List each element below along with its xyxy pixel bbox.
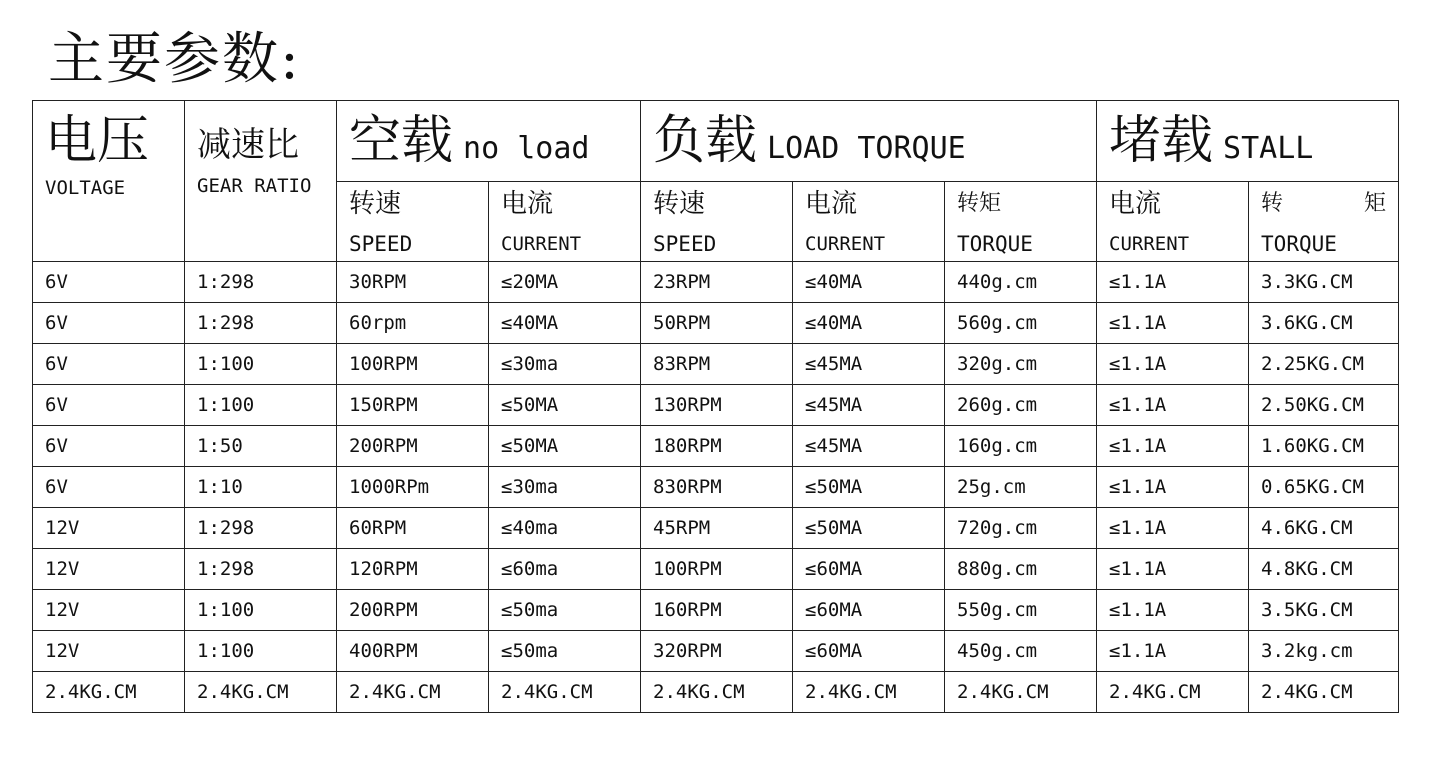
table-cell: ≤50ma (489, 631, 641, 672)
load-torque-subheader (945, 182, 1097, 262)
table-cell: 83RPM (641, 344, 793, 385)
table-cell: ≤50MA (489, 426, 641, 467)
table-cell: 23RPM (641, 262, 793, 303)
table-cell: 12V (33, 631, 185, 672)
table-cell: ≤45MA (793, 385, 945, 426)
table-cell: ≤60MA (793, 549, 945, 590)
table-cell: 60RPM (337, 508, 489, 549)
table-row (33, 672, 1399, 713)
table-row (33, 508, 1399, 549)
table-cell: 3.2kg.cm (1249, 631, 1399, 672)
voltage-header-en: VOLTAGE (45, 177, 126, 199)
voltage-header-cn: 电压 (45, 111, 150, 171)
table-cell: 6V (33, 426, 185, 467)
table-cell: ≤20MA (489, 262, 641, 303)
subheader-cn-part: 转 (1261, 191, 1284, 216)
subheader-en: CURRENT (501, 233, 582, 255)
subheader-cn-part: 矩 (1364, 191, 1387, 216)
gear-ratio-header (185, 101, 337, 262)
table-cell: 6V (33, 303, 185, 344)
table-cell: 6V (33, 344, 185, 385)
table-cell: 2.4KG.CM (641, 672, 793, 713)
table-cell: 60rpm (337, 303, 489, 344)
stall-header (1097, 101, 1399, 182)
table-cell: 830RPM (641, 467, 793, 508)
table-cell: 320RPM (641, 631, 793, 672)
table-cell: 1:298 (185, 549, 337, 590)
table-row (33, 303, 1399, 344)
subheader-en: SPEED (653, 232, 717, 256)
table-cell: 12V (33, 549, 185, 590)
load-torque-header (641, 101, 1097, 182)
table-row (33, 344, 1399, 385)
table-cell: 400RPM (337, 631, 489, 672)
table-cell: 6V (33, 262, 185, 303)
table-cell: 1:50 (185, 426, 337, 467)
table-cell: 150RPM (337, 385, 489, 426)
table-cell: 3.3KG.CM (1249, 262, 1399, 303)
table-cell: ≤30ma (489, 344, 641, 385)
page-title: 主要参数: (48, 27, 301, 92)
gear-ratio-header-cn: 减速比 (197, 125, 299, 165)
table-cell: ≤60MA (793, 590, 945, 631)
table-cell: ≤1.1A (1097, 262, 1249, 303)
table-cell: 200RPM (337, 590, 489, 631)
stall-header-cn: 堵载 (1109, 111, 1214, 171)
subheader-cn: 电流 (1109, 189, 1162, 219)
table-cell: 880g.cm (945, 549, 1097, 590)
table-cell: 180RPM (641, 426, 793, 467)
table-cell: ≤1.1A (1097, 590, 1249, 631)
table-cell: 2.4KG.CM (337, 672, 489, 713)
table-cell: 2.4KG.CM (945, 672, 1097, 713)
table-cell: ≤40ma (489, 508, 641, 549)
table-row (33, 631, 1399, 672)
subheader-cn (1261, 188, 1398, 220)
table-cell: 12V (33, 590, 185, 631)
table-cell: 50RPM (641, 303, 793, 344)
table-cell: 0.65KG.CM (1249, 467, 1399, 508)
no-load-current-header (489, 182, 641, 262)
table-cell: 6V (33, 467, 185, 508)
table-cell: ≤40MA (793, 262, 945, 303)
table-cell: 1:100 (185, 385, 337, 426)
stall-torque-header (1249, 182, 1399, 262)
table-cell: 6V (33, 385, 185, 426)
table-cell: 550g.cm (945, 590, 1097, 631)
table-cell: 45RPM (641, 508, 793, 549)
table-cell: ≤30ma (489, 467, 641, 508)
table-cell: 2.4KG.CM (33, 672, 185, 713)
subheader-cn: 转速 (653, 189, 706, 219)
stall-header-en: STALL (1223, 131, 1314, 166)
table-cell: 160g.cm (945, 426, 1097, 467)
table-row (33, 549, 1399, 590)
table-cell: 100RPM (337, 344, 489, 385)
table-row (33, 426, 1399, 467)
table-cell: 450g.cm (945, 631, 1097, 672)
no-load-header-cn: 空载 (349, 111, 454, 171)
subheader-en: TORQUE (1261, 232, 1337, 256)
table-cell: ≤1.1A (1097, 344, 1249, 385)
table-cell: 3.5KG.CM (1249, 590, 1399, 631)
table-cell: 2.4KG.CM (1097, 672, 1249, 713)
table-cell: 160RPM (641, 590, 793, 631)
table-cell: ≤40MA (489, 303, 641, 344)
gear-ratio-header-en: GEAR RATIO (197, 175, 312, 197)
table-cell: 1:100 (185, 344, 337, 385)
subheader-en: CURRENT (805, 233, 886, 255)
table-cell: 120RPM (337, 549, 489, 590)
table-cell: ≤1.1A (1097, 508, 1249, 549)
table-cell: ≤40MA (793, 303, 945, 344)
table-cell: 1.60KG.CM (1249, 426, 1399, 467)
table-cell: ≤1.1A (1097, 631, 1249, 672)
table-cell: 2.25KG.CM (1249, 344, 1399, 385)
table-cell: 320g.cm (945, 344, 1097, 385)
table-cell: 1:298 (185, 262, 337, 303)
table-cell: 1:10 (185, 467, 337, 508)
table-cell: 560g.cm (945, 303, 1097, 344)
no-load-header-en: no load (463, 131, 590, 166)
table-row (33, 467, 1399, 508)
subheader-cn: 转速 (349, 189, 402, 219)
voltage-header (33, 101, 185, 262)
table-cell: ≤1.1A (1097, 426, 1249, 467)
table-cell: ≤1.1A (1097, 385, 1249, 426)
parameters-table (32, 100, 1399, 713)
load-current-header (793, 182, 945, 262)
table-cell: 12V (33, 508, 185, 549)
table-cell: 1:298 (185, 303, 337, 344)
table-cell: 200RPM (337, 426, 489, 467)
subheader-en: CURRENT (1109, 233, 1190, 255)
no-load-speed-header (337, 182, 489, 262)
table-cell: 130RPM (641, 385, 793, 426)
table-cell: ≤45MA (793, 344, 945, 385)
table-cell: 440g.cm (945, 262, 1097, 303)
table-cell: 2.50KG.CM (1249, 385, 1399, 426)
table-cell: 2.4KG.CM (793, 672, 945, 713)
table-cell: 260g.cm (945, 385, 1097, 426)
table-row (33, 262, 1399, 303)
table-cell: ≤60ma (489, 549, 641, 590)
table-cell: ≤50MA (793, 508, 945, 549)
table-cell: 1000RPm (337, 467, 489, 508)
table-cell: 1:100 (185, 631, 337, 672)
load-speed-header (641, 182, 793, 262)
table-cell: 2.4KG.CM (1249, 672, 1399, 713)
load-header-cn: 负载 (653, 111, 758, 171)
table-cell: 100RPM (641, 549, 793, 590)
table-cell: ≤50ma (489, 590, 641, 631)
no-load-header (337, 101, 641, 182)
table-cell: 1:298 (185, 508, 337, 549)
table-cell: ≤1.1A (1097, 467, 1249, 508)
subheader-cn: 电流 (805, 189, 858, 219)
table-cell: 3.6KG.CM (1249, 303, 1399, 344)
table-row (33, 385, 1399, 426)
table-cell: ≤1.1A (1097, 549, 1249, 590)
table-cell: 2.4KG.CM (489, 672, 641, 713)
table-cell: 2.4KG.CM (185, 672, 337, 713)
table-cell: ≤50MA (793, 467, 945, 508)
table-cell: ≤45MA (793, 426, 945, 467)
table-cell: 4.6KG.CM (1249, 508, 1399, 549)
load-header-en: LOAD TORQUE (767, 131, 966, 166)
subheader-en: SPEED (349, 232, 413, 256)
stall-current-header (1097, 182, 1249, 262)
table-cell: 720g.cm (945, 508, 1097, 549)
table-cell: 30RPM (337, 262, 489, 303)
table-cell: 25g.cm (945, 467, 1097, 508)
subheader-cn: 电流 (501, 189, 554, 219)
table-cell: ≤1.1A (1097, 303, 1249, 344)
table-cell: ≤50MA (489, 385, 641, 426)
table-cell: 4.8KG.CM (1249, 549, 1399, 590)
subheader-en: TORQUE (957, 232, 1033, 256)
subheader-cn: 转矩 (957, 191, 1002, 216)
table-cell: 1:100 (185, 590, 337, 631)
table-cell: ≤60MA (793, 631, 945, 672)
table-header-row (33, 101, 1399, 182)
table-row (33, 590, 1399, 631)
